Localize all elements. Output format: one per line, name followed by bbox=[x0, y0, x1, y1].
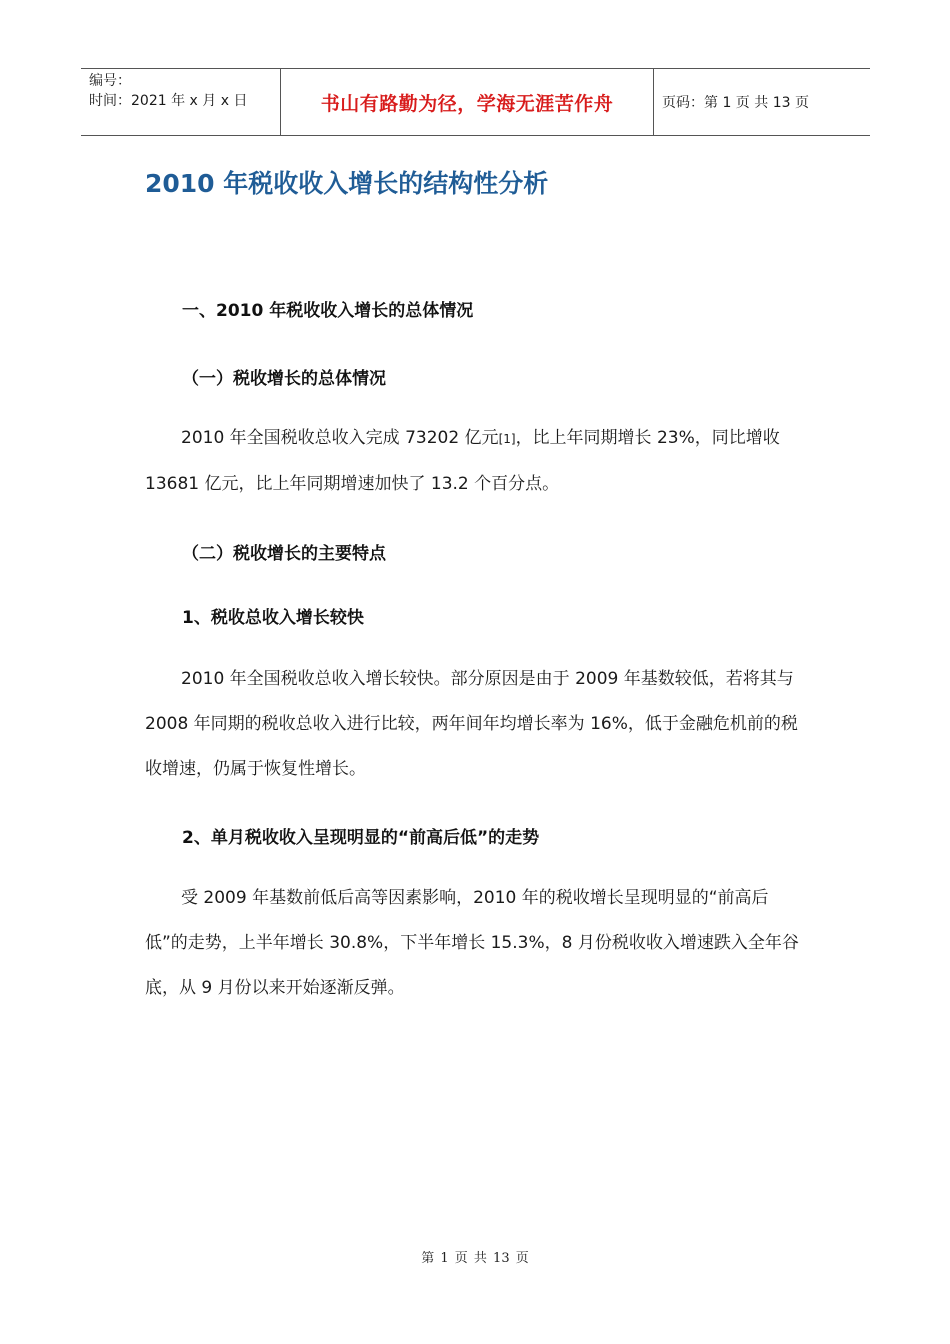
document-number-label: 编号： bbox=[89, 73, 131, 89]
subsection-heading-1: （一）税收增长的总体情况 bbox=[182, 369, 386, 389]
paragraph-text: 2010 年全国税收总收入完成 73202 亿元 bbox=[181, 428, 499, 448]
subsection-heading-2: （二）税收增长的主要特点 bbox=[182, 544, 386, 564]
section-heading-1: 一、2010 年税收收入增长的总体情况 bbox=[182, 301, 474, 321]
document-header bbox=[81, 68, 870, 136]
header-motto-cell bbox=[281, 69, 654, 135]
point-heading-1: 1、税收总收入增长较快 bbox=[182, 608, 364, 628]
document-title: 2010 年税收收入增长的结构性分析 bbox=[145, 169, 549, 198]
paragraph-overall-revenue bbox=[145, 416, 805, 507]
point-heading-2: 2、单月税收收入呈现明显的“前高后低”的走势 bbox=[182, 828, 540, 848]
header-page-number: 页码：第 1 页 共 13 页 bbox=[662, 95, 809, 111]
header-motto: 书山有路勤为径，学海无涯苦作舟 bbox=[320, 92, 614, 115]
document-date-label: 时间：2021 年 x 月 x 日 bbox=[89, 93, 248, 109]
paragraph-growth-fast: 2010 年全国税收总收入增长较快。部分原因是由于 2009 年基数较低，若将其与 2008 年同期的税收总收入进行比较，两年间年均增长率为 16%，低于金融危机前的税收增速，仍属于恢复性增长。 bbox=[145, 669, 798, 779]
page-footer: 第 1 页 共 13 页 bbox=[421, 1251, 529, 1266]
header-meta-cell bbox=[81, 69, 281, 135]
paragraph-text: ，比上年同期增长 23%，同比增收 13681 亿元，比上年同期增速加快了 13.2 个百分点。 bbox=[145, 428, 780, 494]
footnote-reference[interactable]: [1] bbox=[498, 432, 516, 446]
paragraph-monthly-trend: 受 2009 年基数前低后高等因素影响，2010 年的税收增长呈现明显的“前高后低”的走势，上半年增长 30.8%，下半年增长 15.3%，8 月份税收收入增速跌入全年谷底，从 9 月份以来开始逐渐反弹。 bbox=[145, 888, 799, 998]
header-page-cell bbox=[654, 69, 870, 135]
